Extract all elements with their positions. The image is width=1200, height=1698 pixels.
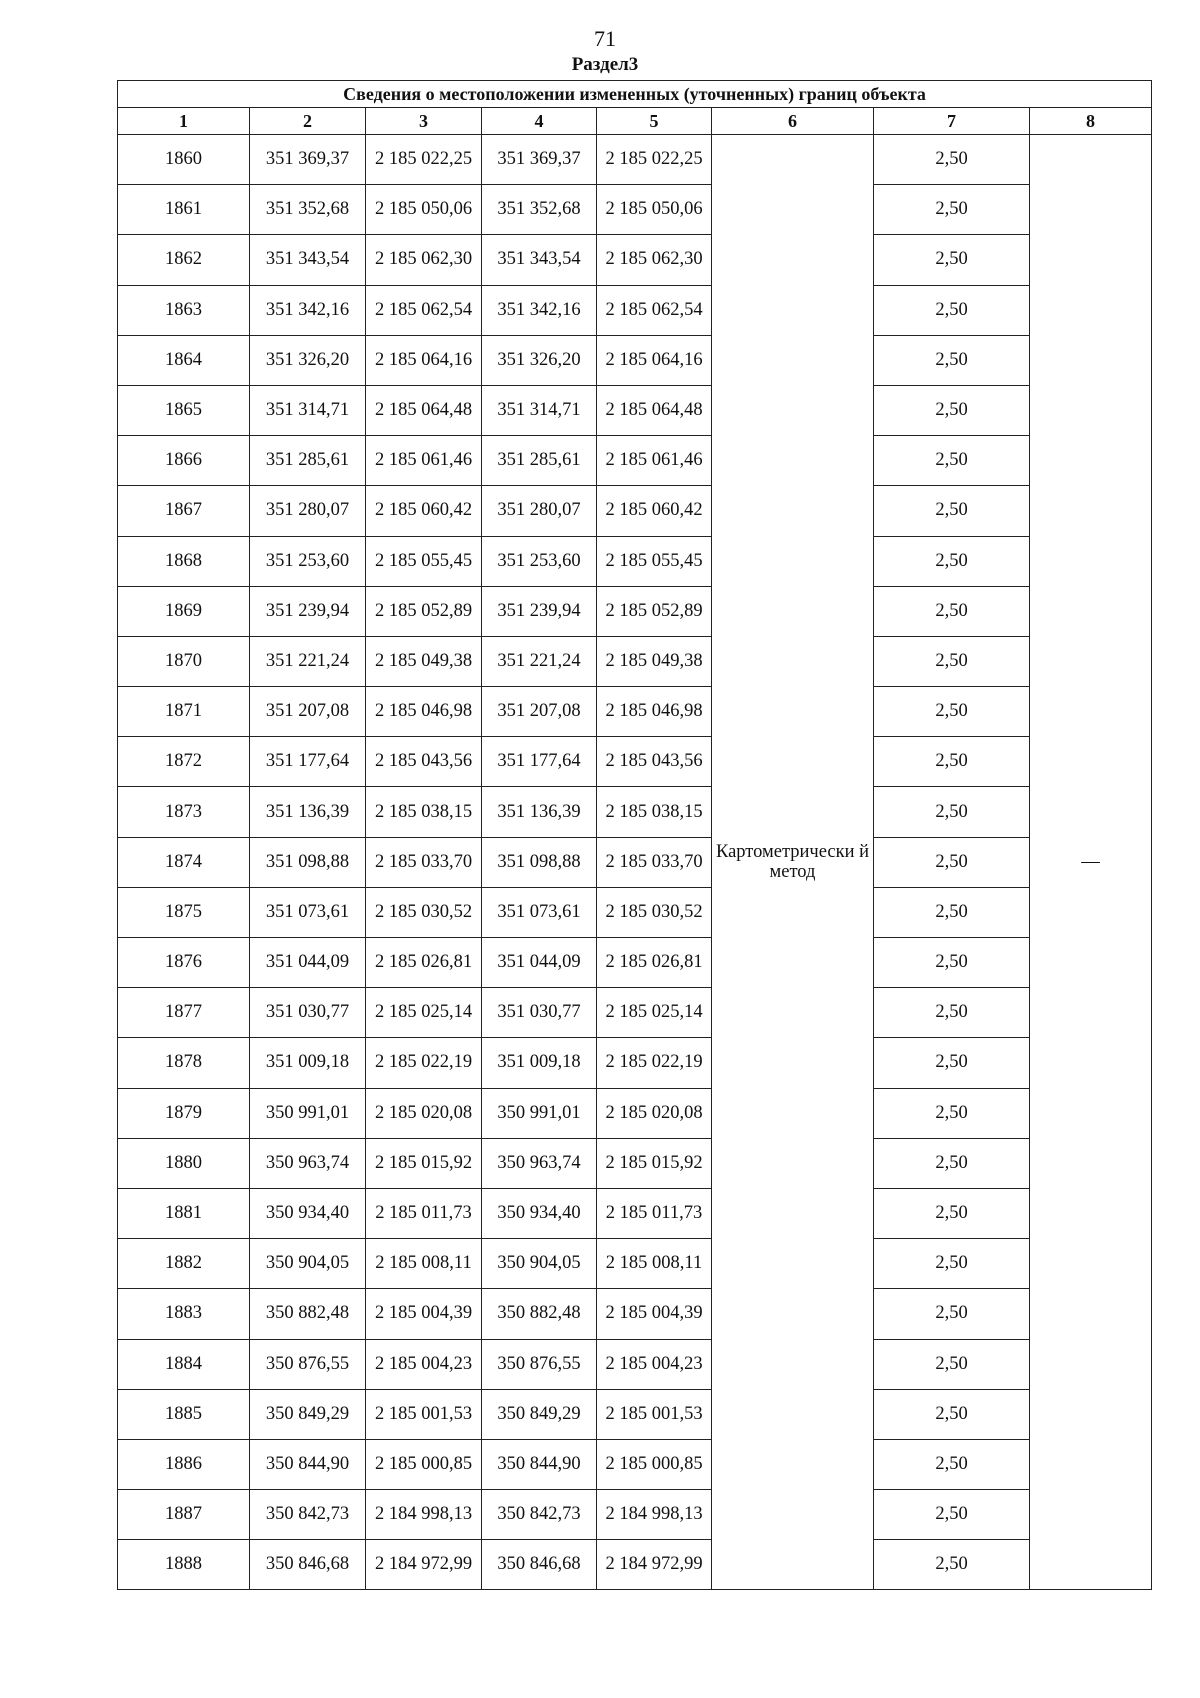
table-row	[118, 687, 1152, 737]
y-old-cell: 2 185 011,73	[366, 1188, 482, 1238]
accuracy-cell: 2,50	[874, 185, 1030, 235]
table-row	[118, 586, 1152, 636]
x-old-cell: 351 280,07	[250, 486, 366, 536]
point-number-cell: 1862	[118, 235, 250, 285]
point-number-cell: 1864	[118, 335, 250, 385]
point-number-cell: 1885	[118, 1389, 250, 1439]
table-row	[118, 737, 1152, 787]
section-title: Раздел3	[571, 54, 639, 75]
table-row	[118, 235, 1152, 285]
accuracy-cell: 2,50	[874, 385, 1030, 435]
accuracy-cell: 2,50	[874, 436, 1030, 486]
x-old-cell: 351 221,24	[250, 636, 366, 686]
y-old-cell: 2 185 052,89	[366, 586, 482, 636]
accuracy-cell: 2,50	[874, 1490, 1030, 1540]
point-number-cell: 1866	[118, 436, 250, 486]
y-old-cell: 2 185 004,23	[366, 1339, 482, 1389]
accuracy-cell: 2,50	[874, 887, 1030, 937]
y-new-cell: 2 185 064,48	[597, 385, 712, 435]
x-old-cell: 351 239,94	[250, 586, 366, 636]
y-old-cell: 2 185 026,81	[366, 938, 482, 988]
table-row	[118, 1339, 1152, 1389]
accuracy-cell: 2,50	[874, 235, 1030, 285]
point-number-cell: 1875	[118, 887, 250, 937]
y-new-cell: 2 185 055,45	[597, 536, 712, 586]
x-old-cell: 350 963,74	[250, 1138, 366, 1188]
y-new-cell: 2 185 004,39	[597, 1289, 712, 1339]
y-new-cell: 2 185 062,30	[597, 235, 712, 285]
x-old-cell: 350 846,68	[250, 1540, 366, 1590]
x-new-cell: 350 963,74	[482, 1138, 597, 1188]
y-new-cell: 2 185 030,52	[597, 887, 712, 937]
point-number-cell: 1871	[118, 687, 250, 737]
table-row	[118, 536, 1152, 586]
y-new-cell: 2 185 000,85	[597, 1439, 712, 1489]
accuracy-cell: 2,50	[874, 938, 1030, 988]
x-old-cell: 351 030,77	[250, 988, 366, 1038]
y-old-cell: 2 185 046,98	[366, 687, 482, 737]
table-row	[118, 636, 1152, 686]
accuracy-cell: 2,50	[874, 787, 1030, 837]
accuracy-cell: 2,50	[874, 988, 1030, 1038]
table-row	[118, 135, 1152, 185]
x-old-cell: 351 136,39	[250, 787, 366, 837]
column-number-5: 5	[597, 108, 712, 135]
x-new-cell: 350 876,55	[482, 1339, 597, 1389]
point-number-cell: 1863	[118, 285, 250, 335]
y-new-cell: 2 185 061,46	[597, 436, 712, 486]
y-old-cell: 2 185 008,11	[366, 1239, 482, 1289]
x-new-cell: 351 098,88	[482, 837, 597, 887]
x-new-cell: 351 044,09	[482, 938, 597, 988]
y-old-cell: 2 185 022,25	[366, 135, 482, 185]
y-old-cell: 2 185 020,08	[366, 1088, 482, 1138]
y-new-cell: 2 185 025,14	[597, 988, 712, 1038]
x-old-cell: 350 991,01	[250, 1088, 366, 1138]
y-new-cell: 2 185 062,54	[597, 285, 712, 335]
accuracy-cell: 2,50	[874, 135, 1030, 185]
table-row	[118, 1188, 1152, 1238]
table-row	[118, 385, 1152, 435]
point-number-cell: 1886	[118, 1439, 250, 1489]
y-old-cell: 2 185 050,06	[366, 185, 482, 235]
accuracy-cell: 2,50	[874, 1038, 1030, 1088]
point-number-cell: 1887	[118, 1490, 250, 1540]
boundary-coordinates-table	[117, 80, 1152, 1590]
y-old-cell: 2 185 060,42	[366, 486, 482, 536]
table-row	[118, 1038, 1152, 1088]
y-new-cell: 2 185 022,25	[597, 135, 712, 185]
x-new-cell: 351 207,08	[482, 687, 597, 737]
method-cell: Картометрически й метод	[712, 135, 874, 1590]
accuracy-cell: 2,50	[874, 737, 1030, 787]
x-old-cell: 350 904,05	[250, 1239, 366, 1289]
table-row	[118, 887, 1152, 937]
accuracy-cell: 2,50	[874, 1289, 1030, 1339]
point-number-cell: 1883	[118, 1289, 250, 1339]
column-number-8: 8	[1030, 108, 1152, 135]
y-old-cell: 2 185 025,14	[366, 988, 482, 1038]
point-number-cell: 1873	[118, 787, 250, 837]
accuracy-cell: 2,50	[874, 536, 1030, 586]
y-old-cell: 2 185 064,48	[366, 385, 482, 435]
x-old-cell: 351 044,09	[250, 938, 366, 988]
x-old-cell: 350 934,40	[250, 1188, 366, 1238]
x-old-cell: 351 314,71	[250, 385, 366, 435]
y-new-cell: 2 185 043,56	[597, 737, 712, 787]
y-old-cell: 2 185 001,53	[366, 1389, 482, 1439]
y-new-cell: 2 185 015,92	[597, 1138, 712, 1188]
accuracy-cell: 2,50	[874, 335, 1030, 385]
x-old-cell: 350 844,90	[250, 1439, 366, 1489]
y-old-cell: 2 185 062,54	[366, 285, 482, 335]
y-old-cell: 2 185 038,15	[366, 787, 482, 837]
table-row	[118, 335, 1152, 385]
table-body	[118, 135, 1152, 1590]
point-number-cell: 1876	[118, 938, 250, 988]
x-old-cell: 351 343,54	[250, 235, 366, 285]
accuracy-cell: 2,50	[874, 636, 1030, 686]
y-old-cell: 2 185 000,85	[366, 1439, 482, 1489]
column-number-4: 4	[482, 108, 597, 135]
x-old-cell: 351 342,16	[250, 285, 366, 335]
x-new-cell: 351 369,37	[482, 135, 597, 185]
accuracy-cell: 2,50	[874, 586, 1030, 636]
accuracy-cell: 2,50	[874, 1389, 1030, 1439]
point-number-cell: 1884	[118, 1339, 250, 1389]
y-new-cell: 2 185 011,73	[597, 1188, 712, 1238]
y-new-cell: 2 185 052,89	[597, 586, 712, 636]
table-row	[118, 1490, 1152, 1540]
point-number-cell: 1878	[118, 1038, 250, 1088]
point-number-cell: 1879	[118, 1088, 250, 1138]
table-row	[118, 1138, 1152, 1188]
point-number-cell: 1868	[118, 536, 250, 586]
point-number-cell: 1869	[118, 586, 250, 636]
y-old-cell: 2 185 030,52	[366, 887, 482, 937]
x-old-cell: 350 842,73	[250, 1490, 366, 1540]
accuracy-cell: 2,50	[874, 1339, 1030, 1389]
x-new-cell: 350 882,48	[482, 1289, 597, 1339]
y-old-cell: 2 185 043,56	[366, 737, 482, 787]
table-row	[118, 285, 1152, 335]
y-new-cell: 2 184 972,99	[597, 1540, 712, 1590]
y-new-cell: 2 185 008,11	[597, 1239, 712, 1289]
accuracy-cell: 2,50	[874, 1088, 1030, 1138]
y-new-cell: 2 184 998,13	[597, 1490, 712, 1540]
y-old-cell: 2 185 015,92	[366, 1138, 482, 1188]
x-new-cell: 351 073,61	[482, 887, 597, 937]
x-old-cell: 351 285,61	[250, 436, 366, 486]
accuracy-cell: 2,50	[874, 1439, 1030, 1489]
accuracy-cell: 2,50	[874, 486, 1030, 536]
point-number-cell: 1867	[118, 486, 250, 536]
y-new-cell: 2 185 001,53	[597, 1389, 712, 1439]
x-new-cell: 351 285,61	[482, 436, 597, 486]
y-old-cell: 2 184 998,13	[366, 1490, 482, 1540]
x-old-cell: 351 207,08	[250, 687, 366, 737]
x-new-cell: 350 934,40	[482, 1188, 597, 1238]
table-row	[118, 436, 1152, 486]
x-new-cell: 351 314,71	[482, 385, 597, 435]
x-old-cell: 350 882,48	[250, 1289, 366, 1339]
x-new-cell: 351 177,64	[482, 737, 597, 787]
y-old-cell: 2 185 064,16	[366, 335, 482, 385]
y-new-cell: 2 185 020,08	[597, 1088, 712, 1138]
point-number-cell: 1861	[118, 185, 250, 235]
x-new-cell: 351 009,18	[482, 1038, 597, 1088]
y-new-cell: 2 185 038,15	[597, 787, 712, 837]
page-number: 71	[594, 26, 616, 51]
y-new-cell: 2 185 026,81	[597, 938, 712, 988]
x-old-cell: 350 849,29	[250, 1389, 366, 1439]
x-new-cell: 350 844,90	[482, 1439, 597, 1489]
y-new-cell: 2 185 033,70	[597, 837, 712, 887]
x-old-cell: 351 253,60	[250, 536, 366, 586]
y-new-cell: 2 185 060,42	[597, 486, 712, 536]
x-new-cell: 350 842,73	[482, 1490, 597, 1540]
accuracy-cell: 2,50	[874, 837, 1030, 887]
table-row	[118, 1088, 1152, 1138]
accuracy-cell: 2,50	[874, 1138, 1030, 1188]
column-number-row	[118, 108, 1152, 135]
note-cell: —	[1030, 135, 1152, 1590]
x-new-cell: 350 846,68	[482, 1540, 597, 1590]
x-new-cell: 351 239,94	[482, 586, 597, 636]
point-number-cell: 1865	[118, 385, 250, 435]
point-number-cell: 1888	[118, 1540, 250, 1590]
x-new-cell: 350 904,05	[482, 1239, 597, 1289]
table-row	[118, 486, 1152, 536]
point-number-cell: 1870	[118, 636, 250, 686]
accuracy-cell: 2,50	[874, 687, 1030, 737]
y-new-cell: 2 185 022,19	[597, 1038, 712, 1088]
table-row	[118, 787, 1152, 837]
y-old-cell: 2 185 049,38	[366, 636, 482, 686]
x-new-cell: 351 326,20	[482, 335, 597, 385]
accuracy-cell: 2,50	[874, 1239, 1030, 1289]
x-new-cell: 351 343,54	[482, 235, 597, 285]
y-old-cell: 2 185 061,46	[366, 436, 482, 486]
column-number-1: 1	[118, 108, 250, 135]
point-number-cell: 1881	[118, 1188, 250, 1238]
y-new-cell: 2 185 049,38	[597, 636, 712, 686]
x-old-cell: 351 098,88	[250, 837, 366, 887]
y-old-cell: 2 185 033,70	[366, 837, 482, 887]
y-new-cell: 2 185 050,06	[597, 185, 712, 235]
accuracy-cell: 2,50	[874, 1188, 1030, 1238]
x-old-cell: 351 009,18	[250, 1038, 366, 1088]
table-row	[118, 938, 1152, 988]
table-row	[118, 1540, 1152, 1590]
x-old-cell: 351 369,37	[250, 135, 366, 185]
accuracy-cell: 2,50	[874, 1540, 1030, 1590]
y-old-cell: 2 185 062,30	[366, 235, 482, 285]
y-old-cell: 2 184 972,99	[366, 1540, 482, 1590]
column-number-7: 7	[874, 108, 1030, 135]
table-row	[118, 837, 1152, 887]
x-new-cell: 350 849,29	[482, 1389, 597, 1439]
y-old-cell: 2 185 004,39	[366, 1289, 482, 1339]
table-row	[118, 1289, 1152, 1339]
x-new-cell: 351 352,68	[482, 185, 597, 235]
table-row	[118, 1439, 1152, 1489]
column-number-3: 3	[366, 108, 482, 135]
column-number-2: 2	[250, 108, 366, 135]
x-new-cell: 351 280,07	[482, 486, 597, 536]
y-new-cell: 2 185 004,23	[597, 1339, 712, 1389]
x-old-cell: 351 073,61	[250, 887, 366, 937]
table-row	[118, 1239, 1152, 1289]
x-new-cell: 350 991,01	[482, 1088, 597, 1138]
x-new-cell: 351 136,39	[482, 787, 597, 837]
point-number-cell: 1877	[118, 988, 250, 1038]
y-new-cell: 2 185 064,16	[597, 335, 712, 385]
table-row	[118, 988, 1152, 1038]
x-old-cell: 350 876,55	[250, 1339, 366, 1389]
point-number-cell: 1880	[118, 1138, 250, 1188]
point-number-cell: 1874	[118, 837, 250, 887]
y-old-cell: 2 185 055,45	[366, 536, 482, 586]
y-old-cell: 2 185 022,19	[366, 1038, 482, 1088]
table-row	[118, 1389, 1152, 1439]
table-caption: Сведения о местоположении измененных (уточненных) границ объекта	[118, 81, 1152, 108]
point-number-cell: 1882	[118, 1239, 250, 1289]
column-number-6: 6	[712, 108, 874, 135]
x-new-cell: 351 221,24	[482, 636, 597, 686]
x-old-cell: 351 177,64	[250, 737, 366, 787]
y-new-cell: 2 185 046,98	[597, 687, 712, 737]
x-new-cell: 351 253,60	[482, 536, 597, 586]
point-number-cell: 1872	[118, 737, 250, 787]
x-new-cell: 351 342,16	[482, 285, 597, 335]
point-number-cell: 1860	[118, 135, 250, 185]
x-new-cell: 351 030,77	[482, 988, 597, 1038]
x-old-cell: 351 352,68	[250, 185, 366, 235]
table-row	[118, 185, 1152, 235]
x-old-cell: 351 326,20	[250, 335, 366, 385]
accuracy-cell: 2,50	[874, 285, 1030, 335]
